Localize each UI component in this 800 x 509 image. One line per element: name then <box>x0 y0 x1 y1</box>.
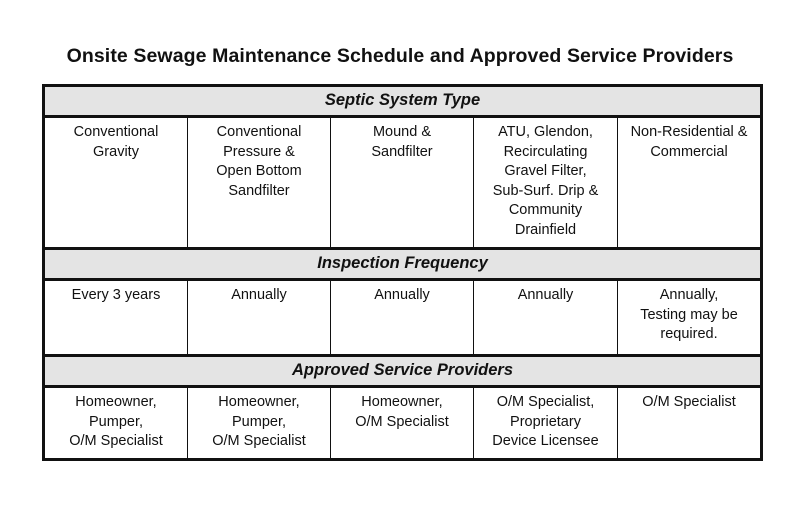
maintenance-schedule-table <box>42 84 763 461</box>
section-header-row <box>44 356 762 387</box>
table-row <box>44 117 762 249</box>
section-heading-inspection-frequency: Inspection Frequency <box>44 249 762 280</box>
section-header-row <box>44 249 762 280</box>
section-header-row <box>44 86 762 117</box>
section-heading-septic-system-type: Septic System Type <box>44 86 762 117</box>
table-cell: O/M Specialist, Proprietary Device Licensee <box>474 387 618 460</box>
table-cell: Homeowner, Pumper, O/M Specialist <box>188 387 331 460</box>
table-cell: Annually <box>331 280 474 356</box>
table-cell: Mound & Sandfilter <box>331 117 474 249</box>
table-cell: Annually <box>474 280 618 356</box>
page-title: Onsite Sewage Maintenance Schedule and Approved Service Providers <box>66 45 734 67</box>
table-cell: Non-Residential & Commercial <box>618 117 762 249</box>
table-cell: ATU, Glendon, Recirculating Gravel Filter, Sub-Surf. Drip & Community Drainfield <box>474 117 618 249</box>
table-cell: Homeowner, O/M Specialist <box>331 387 474 460</box>
table-cell: Every 3 years <box>44 280 188 356</box>
section-heading-approved-service-providers: Approved Service Providers <box>44 356 762 387</box>
table-cell: Conventional Pressure & Open Bottom Sandfilter <box>188 117 331 249</box>
table-cell: Conventional Gravity <box>44 117 188 249</box>
table-row <box>44 387 762 460</box>
table-row <box>44 280 762 356</box>
table-cell: Homeowner, Pumper, O/M Specialist <box>44 387 188 460</box>
table-cell: Annually <box>188 280 331 356</box>
table-cell: O/M Specialist <box>618 387 762 460</box>
table-cell: Annually, Testing may be required. <box>618 280 762 356</box>
